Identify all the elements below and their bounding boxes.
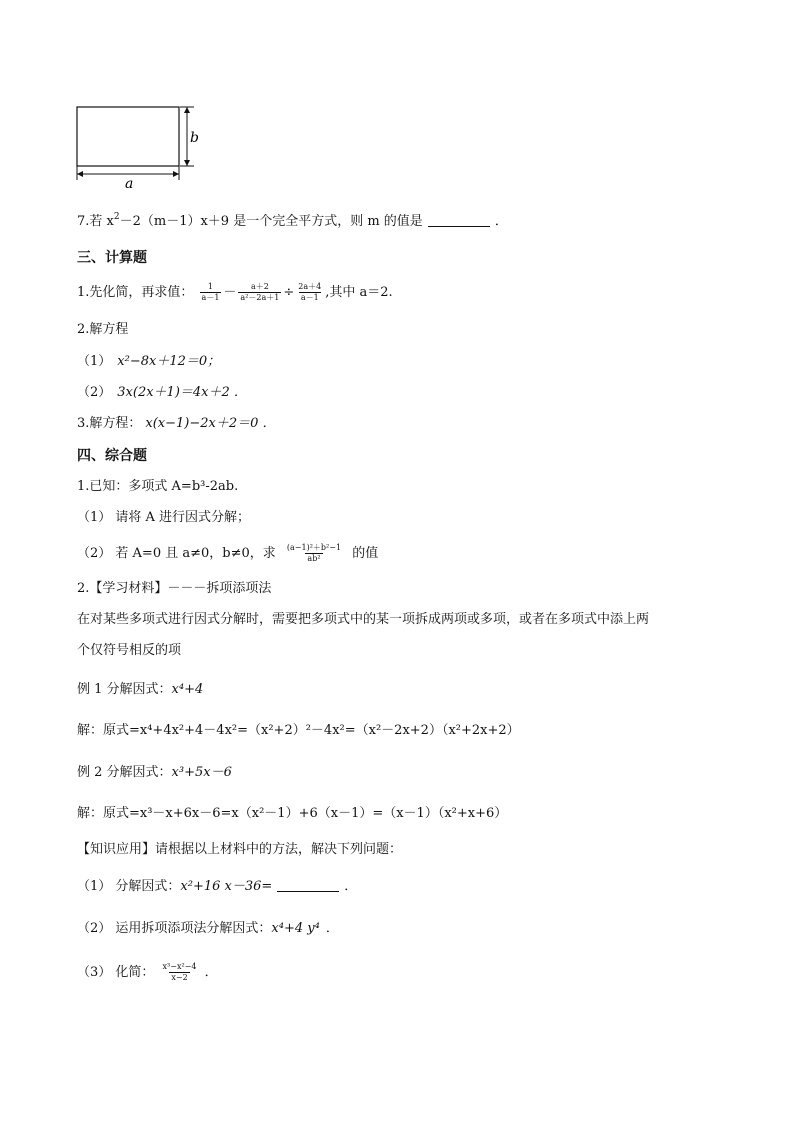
frac-denominator: a²－2a＋1 [240,293,280,302]
rectangle-figure [70,100,210,195]
part-label: （2） [77,385,112,400]
section-3-title: 三、计算题 [77,250,147,266]
frac-numerator: (a−1)²＋b²−1 [286,543,342,552]
part-2-pre: （2） 若 A=0 且 a≠0，b≠0，求 [77,546,276,561]
frac-numerator: 1 [207,282,214,291]
apply-3-fraction [161,962,199,983]
comp-1-part-1: （1） 请将 A 进行因式分解； [77,510,251,525]
calc-1-suffix: ,其中 a＝2. [325,285,393,300]
part-label: （1） [77,354,112,369]
equation: 3x(2x＋1)＝4x＋2 ． [117,385,247,400]
equation: x(x−1)−2x＋2＝0 ． [145,416,276,431]
side-a-label: a [125,176,134,192]
calc-3-text: 3.解方程： [77,416,142,431]
apply-1-expr: x²+16 x－36= [180,879,273,894]
frac-denominator: x−2 [171,973,188,982]
comp-1-fraction [285,543,343,564]
calc-1-prefix: 1.先化简，再求值： [77,285,194,300]
example-2 [77,764,232,782]
solution-2: 解：原式=x³－x+6x－6=x（x²－1）+6（x－1）=（x－1）（x²+x+6） [77,806,508,821]
q7-prefix: 7.若 x [77,214,114,229]
minus-sign: － [223,285,237,300]
apply-3-pre: （3） 化简： [77,965,155,980]
calc-1 [77,282,393,303]
apply-3-end: ． [204,965,218,980]
q7-exponent: 2 [113,212,120,222]
apply-2-end: ． [325,921,339,936]
frac-denominator: ab² [307,554,321,563]
section-4-title: 四、综合题 [77,448,147,464]
q7-mid: －2（m－1）x＋9 是一个完全平方式，则 m 的值是 [119,214,423,229]
q7-end: ． [494,214,508,229]
apply-1-answer-blank[interactable] [277,879,339,892]
frac-numerator: x³−x²−4 [162,962,197,971]
equation: x²−8x＋12＝0； [117,354,221,369]
example-2-expr: x³+5x－6 [171,765,232,780]
comp-1-part-2 [77,543,378,564]
rectangle [77,107,179,166]
part-2-post: 的值 [352,546,379,561]
apply-3 [77,962,218,983]
apply-1-end: ． [344,879,358,894]
q7-answer-blank[interactable] [428,214,490,227]
solution-1: 解：原式=x⁴+4x²+4－4x²=（x²+2）²－4x²=（x²－2x+2）（x²+2x+2） [77,723,520,738]
calc-2-title: 2.解方程 [77,322,129,337]
comp-2-para-1: 在对某些多项式进行因式分解时，需要把多项式中的某一项拆成两项或多项，或者在多项式中添上两 [77,612,650,627]
divide-sign: ÷ [283,285,295,300]
apply-2-pre: （2） 运用拆项添项法分解因式： [77,921,272,936]
knowledge-apply: 【知识应用】请根据以上材料中的方法，解决下列问题： [77,842,403,857]
frac-numerator: 2a＋4 [298,282,322,291]
example-1 [77,681,203,699]
apply-1 [77,878,357,896]
apply-1-pre: （1） 分解因式： [77,879,181,894]
comp-1-intro: 1.已知：多项式 A=b³-2ab. [77,479,239,494]
calc-1-fraction-3 [296,282,323,303]
arrow-head-left [77,171,83,177]
calc-2-part-2 [77,384,247,402]
frac-denominator: a－1 [201,293,220,302]
frac-numerator: a＋2 [250,282,269,291]
example-1-expr: x⁴+4 [171,682,204,697]
example-2-pre: 例 2 分解因式： [77,765,172,780]
calc-3 [77,415,276,433]
example-1-pre: 例 1 分解因式： [77,682,172,697]
calc-1-fraction-2 [238,282,281,303]
arrow-head-down [184,160,190,166]
question-7 [77,213,508,231]
apply-2 [77,920,339,938]
calc-1-fraction-1 [200,282,222,303]
side-b-label: b [190,130,199,146]
apply-2-expr: x⁴+4 y⁴ [271,921,320,936]
arrow-head-up [184,107,190,113]
calc-2-part-1 [77,353,220,371]
arrow-head-right [173,171,179,177]
comp-2-title: 2.【学习材料】－－－拆项添项法 [77,581,272,596]
frac-denominator: a－1 [300,293,319,302]
comp-2-para-2: 个仅符号相反的项 [77,643,182,658]
